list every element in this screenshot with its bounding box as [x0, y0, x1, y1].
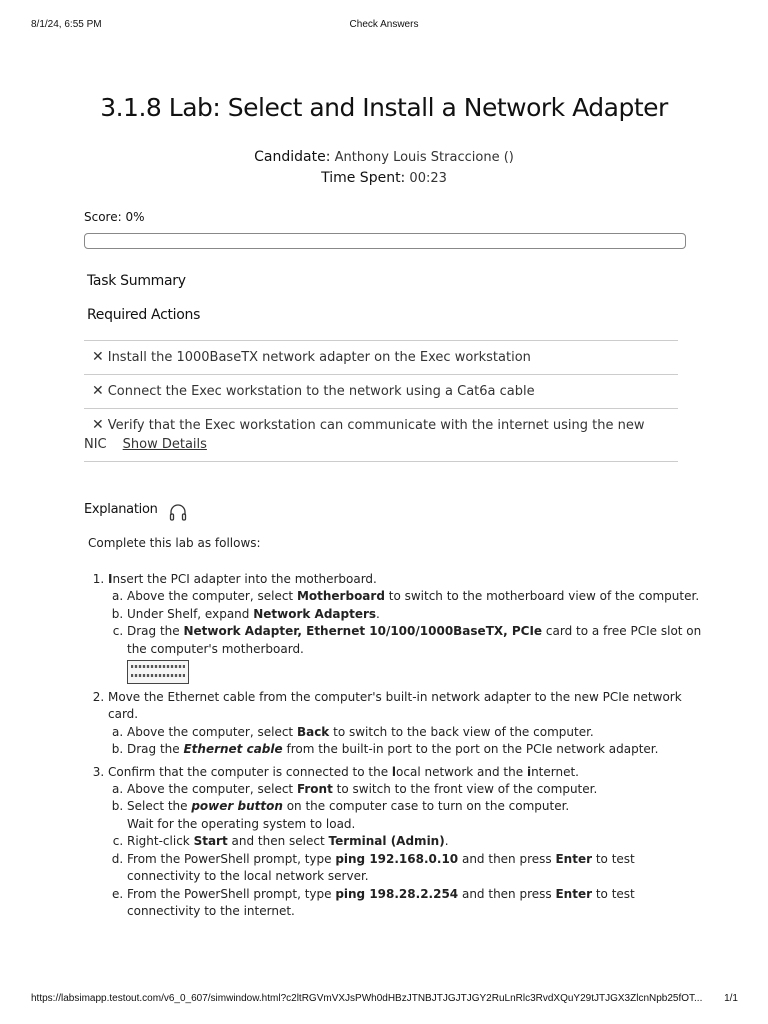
step-item: 3. Confirm that the computer is connected to the local network and the internet. a. Above the computer, select Front to switch to the front view of the computer. b. Select the power button on the computer case to turn on the computer. Wait for the operating system to load. c. Right-click Start and then select Terminal (Admin). d. From the PowerShell prompt, type ping 192.168.0.10 and then press Enter to test connectivity to the local network server. e. From the PowerShell prompt, type ping 198.28.2.254 and then press Enter to test connectivity to the internet.: [108, 764, 708, 921]
candidate-label: Candidate:: [254, 149, 331, 165]
close-icon: ✕: [92, 349, 104, 365]
step-bold: I: [108, 572, 113, 586]
substep-item: c. Drag the Network Adapter, Ethernet 10/100/1000BaseTX, PCIe card to a free PCIe slot on the computer's motherboard.: [127, 623, 708, 684]
time-spent-value: 00:23: [409, 171, 447, 186]
substep-item: a. Above the computer, select Motherboard to switch to the motherboard view of the computer.: [127, 588, 708, 605]
required-actions-list: [84, 340, 678, 462]
action-item: [84, 409, 678, 462]
substep-item: b. Select the power button on the computer case to turn on the computer. Wait for the operating system to load.: [127, 798, 708, 833]
print-url: https://labsimapp.testout.com/v6_0_607/simwindow.html?c2ltRGVmVXJsPWh0dHBzJTNBJTJGJTJGY2RuLnRlc3RvdXQuY29tJTJGX3ZlcnNpb25fOT...: [31, 993, 703, 1004]
action-text: Install the 1000BaseTX network adapter on the Exec workstation: [107, 350, 531, 365]
action-item: [84, 341, 678, 375]
action-text: Verify that the Exec workstation can communicate with the internet using the new: [107, 418, 645, 433]
substep-item: b. Under Shelf, expand Network Adapters.: [127, 606, 708, 623]
score-text: Score: 0%: [84, 210, 145, 224]
step-text: Move the Ethernet cable from the computer's built-in network adapter to the new PCIe network card.: [108, 690, 682, 722]
close-icon: ✕: [92, 383, 104, 399]
show-details-link[interactable]: Show Details: [122, 437, 207, 452]
print-page-number: 1/1: [724, 993, 738, 1004]
close-icon: ✕: [92, 417, 104, 433]
action-text-cont: NIC: [84, 437, 107, 452]
instruction-steps: [74, 571, 708, 925]
time-spent-label: Time Spent:: [321, 170, 406, 186]
substep-item: a. Above the computer, select Back to switch to the back view of the computer.: [127, 724, 708, 741]
substep-item: c. Right-click Start and then select Terminal (Admin).: [127, 833, 708, 850]
substep-item: b. Drag the Ethernet cable from the built-in port to the port on the PCIe network adapter.: [127, 741, 708, 758]
print-title: Check Answers: [349, 19, 419, 30]
network-adapter-card-image: [127, 660, 189, 684]
required-actions-heading: Required Actions: [87, 307, 201, 323]
explanation-intro: Complete this lab as follows:: [88, 536, 261, 550]
action-text: Connect the Exec workstation to the network using a Cat6a cable: [107, 384, 535, 399]
step-item: [108, 571, 708, 684]
score-progress-bar: [84, 233, 686, 249]
headphones-icon[interactable]: [168, 502, 188, 522]
substep-item: e. From the PowerShell prompt, type ping 198.28.2.254 and then press Enter to test connectivity to the internet.: [127, 886, 708, 921]
action-item: [84, 375, 678, 409]
task-summary-heading: Task Summary: [87, 273, 186, 289]
step-text: nsert the PCI adapter into the motherboard.: [112, 572, 377, 586]
explanation-heading: Explanation: [84, 502, 158, 517]
substep-item: d. From the PowerShell prompt, type ping 192.168.0.10 and then press Enter to test connectivity to the local network server.: [127, 851, 708, 886]
substep-item: a. Above the computer, select Front to switch to the front view of the computer.: [127, 781, 708, 798]
step-item: [108, 689, 708, 759]
print-datetime: 8/1/24, 6:55 PM: [31, 19, 102, 30]
candidate-info: [0, 147, 768, 189]
page-title: 3.1.8 Lab: Select and Install a Network Adapter: [100, 93, 668, 122]
candidate-value: Anthony Louis Straccione (): [334, 150, 514, 165]
